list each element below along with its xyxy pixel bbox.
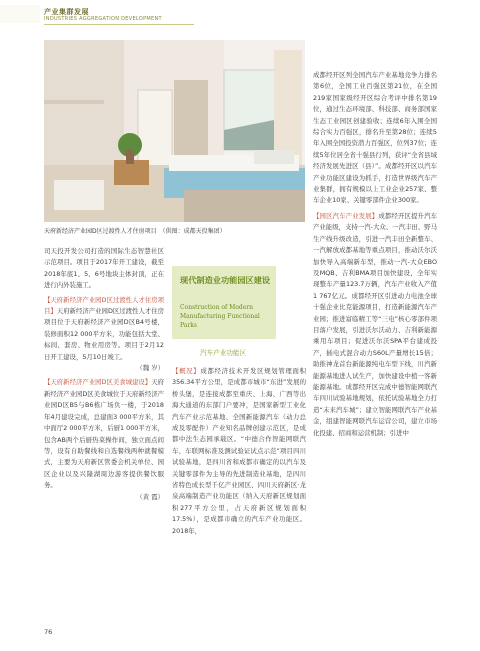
section-heading: 【天府新经济产业园D区美食城建设】	[44, 378, 152, 387]
author-credit: （黄 霞）	[136, 492, 164, 501]
page-number: 76	[44, 628, 53, 636]
middle-column	[172, 366, 306, 537]
section-heading: 【概况】	[172, 367, 201, 375]
photo-caption: 天府新经济产业园D区过渡性人才住房项目 （供图：成都天投集团）	[44, 228, 226, 235]
section-heading: 【园区汽车产业发展】	[313, 211, 379, 220]
right-column	[313, 70, 437, 439]
paragraph: 成都经济技术开发区规划管理面积356.34平方公里，是成都市城市“东进”发展的桥头堡，是连接成都至重庆、上海、广西等出海大通道的东部门户要冲，是国家新型工业化汽车产业示范基地、全国新能源汽车（动力总成及零配件）产业知名品牌创建示范区，是成都中法生态园承载区。“中德合作智能网联汽车、车联网标准及测试验证试点示范”项目四川试验基地，是四川省和成都市确定的以汽车及关键零部件为主导的先进制造业基地，是四川省特色成长型千亿产业园区、四川天府新区·龙泉高端制造产业功能区（纳入天府新区规划面积277平方公里，占天府新区规划面积17.5%），是成都市确立的汽车产业功能区。2018年，	[172, 367, 307, 535]
paragraph: 司天投开发公司打造的国际生态智慧社区示范项目。项目于2017年开工建设，截至2018年底1、5、6号地块主体封顶，正在进行内外装施工。	[44, 247, 164, 290]
apartment-photo	[44, 40, 305, 222]
banner-title-en: Construction of Modern Manufacturing Functional Parks	[180, 304, 260, 329]
subsection-title: 汽车产业功能区	[200, 349, 247, 357]
header-marker	[0, 5, 40, 23]
section-title: 产业集群发展	[44, 8, 89, 16]
paragraph: 成都经开区列全国汽车产业基地竞争力排名第6位，全国工业百强区第21位，在全国219家国家级经开区综合考评中排名第19位，通过生态环境部、科技部、商务部国家生态工业园区创建验收；连续6年入围全国综合实力百强区，排名升至第28位；连续5年入围全国投资潜力百强区，位列37位；连续5年位居全省十强县行列，获评“全省县域经济发展先进区（县）”。成都经开区以汽车产业功能区建设为抓手，打造世界级汽车产业集群，拥有规模以上工业企业257家、整车企业10家、关键零部件企业300家。	[313, 71, 437, 205]
paragraph: 天府新经济产业园D区美食城位于天府新经济产业园D区B5与B6栋广场负一楼，于2018年4月建设完成，总建面3 000平方米，其中面厅2 000平方米，后厨1 000平方米，包含AB两个后厨热菜操作间，独立面点间等，设有自助餐线和自选餐线两种就餐模式，主要为天府新区管委会机关单位、园区企业以及兴隆湖周边游客提供餐饮服务。	[44, 378, 165, 490]
author-credit: （魏 岁）	[136, 364, 164, 373]
paragraph: 成都经开区提升汽车产业能级，支持一汽-大众、一汽丰田、野马生产线升级改造，引进一汽丰田全新整车、一汽解放成都基地等重点项目，推动沃尔沃加快导入高端新车型，推动一汽-大众EBO及MQB、吉利BMA项目加快建设，全年实现整车产量123.7万辆，汽车产业收入产值1 767亿元。成都经开区引进动力电池全球十强企业比克能源项目，打造新能源汽车产业园；推进富临精工等“三电”核心零部件项目落户发展，引进沃尔沃动力、吉利新能源乘用车项目；促进沃尔沃SPA平台建成投产，插电式混合动力S60L产量增长15倍；助推神龙首台新能源纯电车型下线，川汽新能源基地进人试生产，加快建设中植一客新能源基地。成都经开区完成中德智能网联汽车四川试验基地规划，依托试验基地全力打造“未来汽车城”；建立智能网联汽车产业基金，组建智能网联汽车运营公司，建立市场化投建、招商和运营机制；引进中	[313, 211, 438, 437]
section-title-en: INDUSTRIES AGGREGATION DEVELOPMENT	[44, 16, 162, 22]
paragraph: 天府新经济产业园D区过渡性人才住房项目位于天府新经济产业园D区B4号楼，装修面积12 000平方米，功能包括大堂、标间、套房、物业用房等。项目于2月12日开工建设，5月10日竣工。	[44, 307, 165, 361]
left-column	[44, 246, 164, 503]
section-heading: 【天府新经济产业园D区过渡性人才住房项目】	[44, 295, 164, 316]
banner-title: 现代制造业功能园区建设	[180, 275, 271, 285]
header-rule	[44, 24, 194, 25]
